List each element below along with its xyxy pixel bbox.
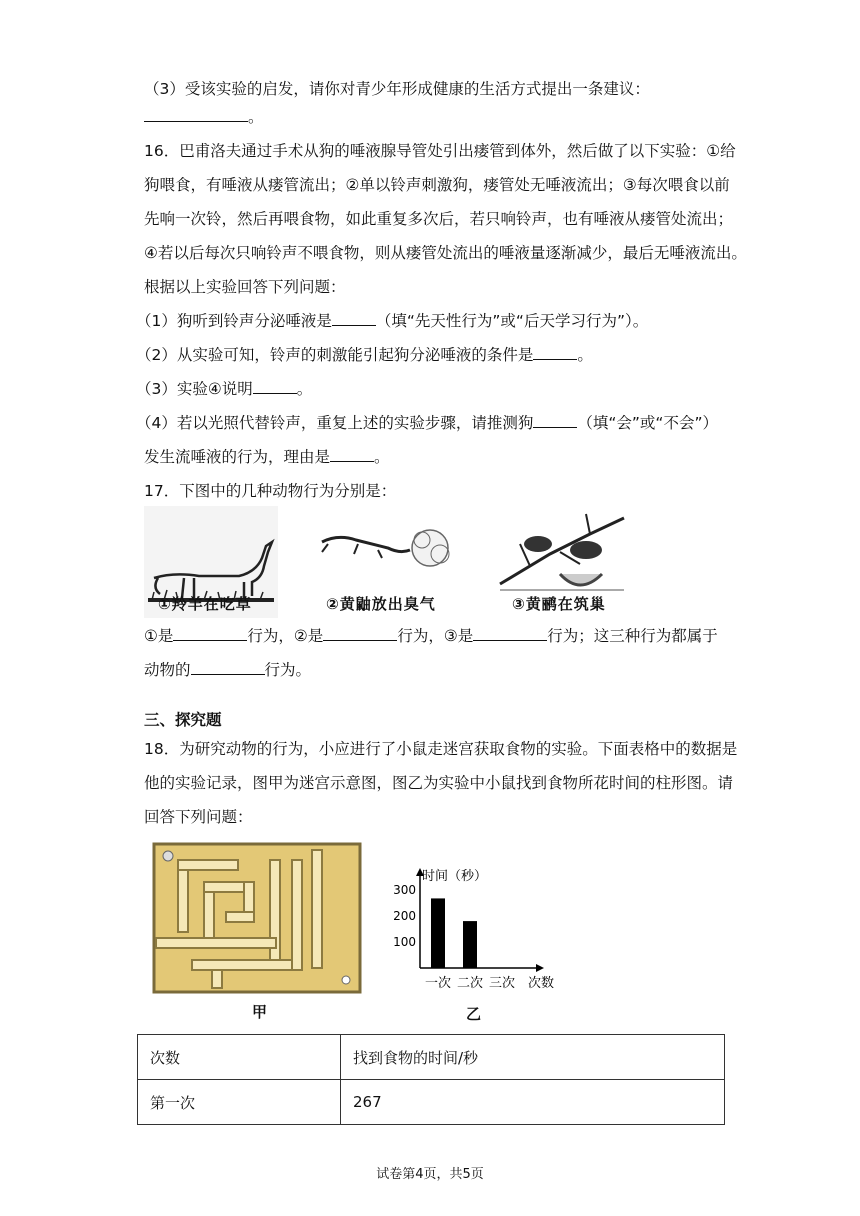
weasel-illustration <box>318 520 458 580</box>
q16-sub3 <box>136 378 312 400</box>
q17-b2: 行为。 <box>264 661 312 679</box>
maze-illustration <box>152 842 362 994</box>
caption-oriole: ③黄鹂在筑巢 <box>512 595 606 613</box>
q16-line-1: 16．巴甫洛夫通过手术从狗的唾液腺导管处引出瘘管到体外，然后做了以下实验：①给 <box>144 142 736 160</box>
x-tick-label: 二次 <box>456 976 484 991</box>
q16-sub4-hint: （填“会”或“不会”） <box>577 414 718 432</box>
q15-sub3 <box>144 78 650 100</box>
answer-blank[interactable] <box>323 626 397 641</box>
answer-blank[interactable] <box>533 413 577 428</box>
q17-line: 17．下图中的几种动物行为分别是： <box>144 482 397 500</box>
q17-answer-line-2 <box>144 659 311 681</box>
q15-sub3-answer <box>144 106 264 128</box>
q17-b1: 动物的 <box>144 661 191 679</box>
page-footer: 试卷第4页，共5页 <box>376 1167 484 1182</box>
q17-a3: 行为，③是 <box>397 627 474 645</box>
q16-sub4 <box>136 412 718 434</box>
q18-line-1: 18．为研究动物的行为，小应进行了小鼠走迷宫获取食物的实验。下面表格中的数据是 <box>144 740 738 758</box>
period: 。 <box>296 380 313 398</box>
chart-xlabel: 次数 <box>528 976 555 991</box>
answer-blank[interactable] <box>330 447 374 462</box>
data-table <box>137 1034 725 1125</box>
y-tick-label: 200 <box>393 908 416 923</box>
table-row <box>138 1080 725 1125</box>
answer-blank[interactable] <box>253 379 297 394</box>
q16-sub3-text: （3）实验④说明 <box>136 380 253 398</box>
q16-sub1-text: （1）狗听到铃声分泌唾液是 <box>136 312 332 330</box>
q18-line-2: 他的实验记录，图甲为迷宫示意图，图乙为实验中小鼠找到食物所花时间的柱形图。请 <box>144 774 734 792</box>
maze-figure <box>152 842 362 994</box>
bar <box>463 921 477 968</box>
table-header-row <box>138 1035 725 1080</box>
answer-blank[interactable] <box>332 311 376 326</box>
chart-label: 乙 <box>466 1005 483 1023</box>
chart-ylabel: 时间（秒） <box>422 869 488 884</box>
q16-line-5: 根据以上实验回答下列问题： <box>144 278 346 296</box>
y-tick-label: 300 <box>393 882 416 897</box>
q17-a1: ①是 <box>144 627 174 645</box>
q16-sub1-hint: （填“先天性行为”或“后天学习行为”）。 <box>375 312 649 330</box>
answer-blank[interactable] <box>173 626 247 641</box>
answer-blank[interactable] <box>144 107 248 122</box>
table-header-cell: 找到食物的时间/秒 <box>341 1035 725 1080</box>
answer-blank[interactable] <box>533 345 577 360</box>
bar-chart <box>372 862 562 1000</box>
section-title: 三、探究题 <box>144 711 222 729</box>
figure-weasel <box>318 520 458 580</box>
bar <box>431 898 445 968</box>
x-axis-arrow <box>536 964 544 972</box>
q16-sub4-text: （4）若以光照代替铃声，重复上述的实验步骤，请推测狗 <box>136 414 534 432</box>
q16-line-2: 狗喂食，有唾液从瘘管流出；②单以铃声刺激狗，瘘管处无唾液流出；③每次喂食以前 <box>144 176 730 194</box>
bar-chart-svg <box>372 862 562 1000</box>
caption-weasel: ②黄鼬放出臭气 <box>326 595 436 613</box>
q16-sub1 <box>136 310 648 332</box>
caption-antelope: ①羚羊在吃草 <box>158 595 252 613</box>
y-tick-label: 100 <box>393 934 416 949</box>
period: 。 <box>374 448 390 466</box>
q16-sub2 <box>136 344 593 366</box>
q16-line-4: ④若以后每次只响铃声不喂食物，则从瘘管处流出的唾液量逐渐减少，最后无唾液流出。 <box>144 244 747 262</box>
answer-blank[interactable] <box>473 626 547 641</box>
maze-label: 甲 <box>252 1003 269 1021</box>
period: 。 <box>577 346 593 364</box>
period: 。 <box>248 108 264 126</box>
q17-a4: 行为；这三种行为都属于 <box>547 627 718 645</box>
q15-sub3-text: （3）受该实验的启发，请你对青少年形成健康的生活方式提出一条建议： <box>144 80 650 98</box>
q16-sub2-text: （2）从实验可知，铃声的刺激能引起狗分泌唾液的条件是 <box>136 346 534 364</box>
table-header-cell: 次数 <box>138 1035 341 1080</box>
x-tick-label: 三次 <box>488 976 516 991</box>
q16-line-3: 先响一次铃，然后再喂食物，如此重复多次后，若只响铃声，也有唾液从瘘管处流出； <box>144 210 734 228</box>
table-cell: 第一次 <box>138 1080 341 1125</box>
q18-line-3: 回答下列问题： <box>144 808 253 826</box>
x-tick-label: 一次 <box>424 976 452 991</box>
q17-a2: 行为，②是 <box>247 627 324 645</box>
table-cell: 267 <box>341 1080 725 1125</box>
q16-sub4-reason: 发生流唾液的行为，理由是 <box>144 448 331 466</box>
answer-blank[interactable] <box>191 660 265 675</box>
q16-sub4-cont <box>144 446 390 468</box>
q17-answer-line-1 <box>144 625 718 647</box>
